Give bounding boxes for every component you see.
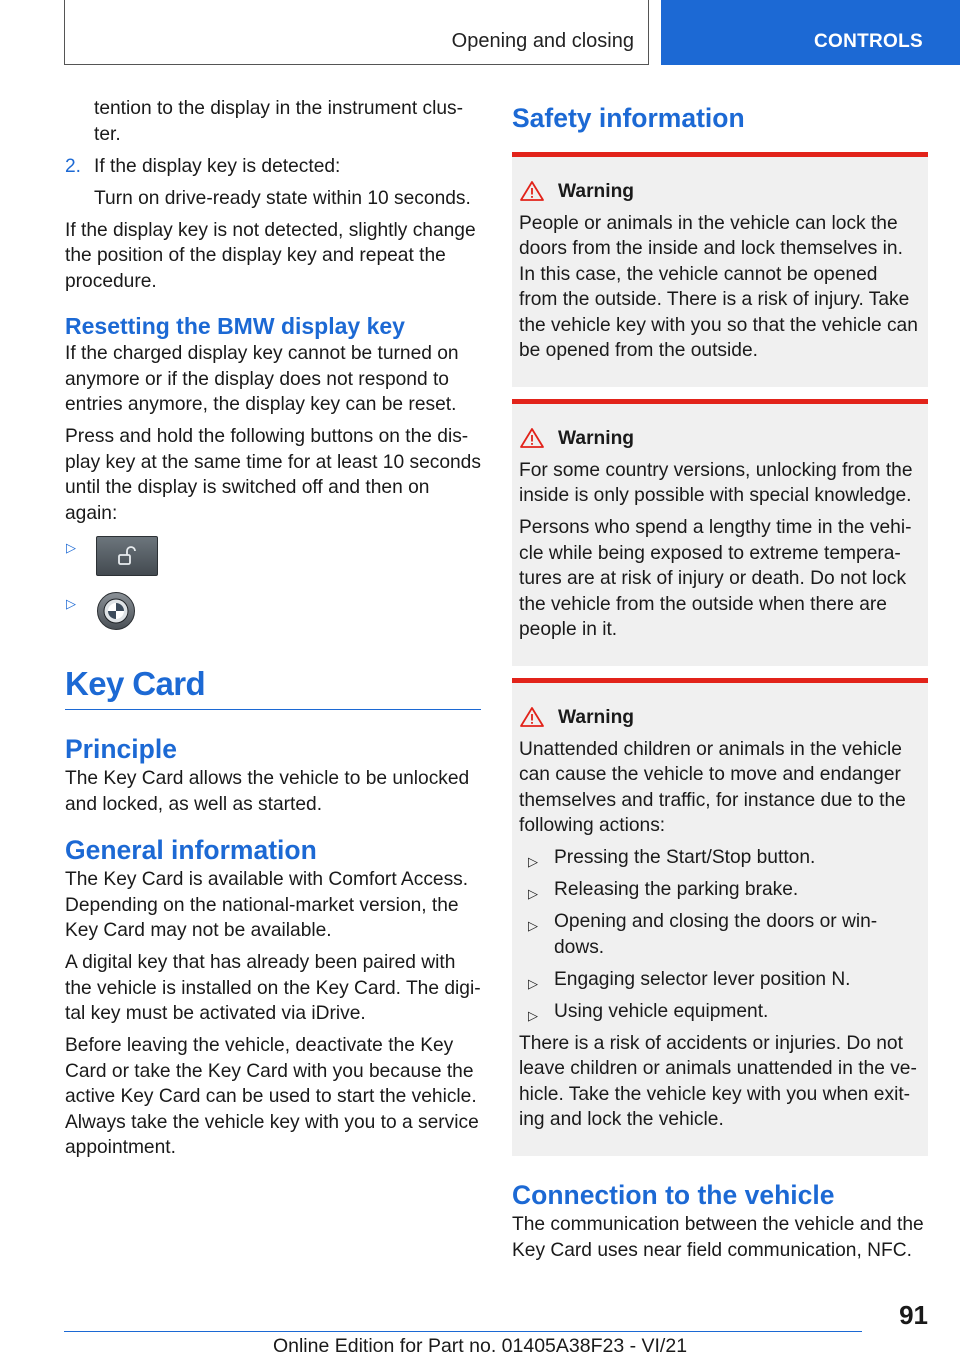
triangle-bullet-icon: ▷	[66, 540, 76, 555]
paragraph: Before leaving the vehicle, deactivate the Key Card or take the Key Card with you because the active Key Card can be used to start the vehicle. Always take the vehicle key with you to a service appointment.	[65, 1035, 479, 1158]
bmw-logo-button-icon	[97, 592, 135, 630]
warning-text: For some country versions, unlocking from the inside is only possible with special knowledge.	[519, 459, 913, 506]
warning-list-item	[519, 909, 921, 960]
section-heading-safety: Safety information	[512, 103, 745, 133]
header-chapter-tab	[661, 0, 960, 65]
section-heading-general: General information	[65, 835, 317, 865]
list-item-text: Using vehicle equipment.	[554, 1000, 769, 1022]
list-item-text: Opening and closing the doors or win-dows.	[554, 911, 878, 958]
paragraph: A digital key that has already been paired with the vehicle is installed on the Key Card. The digi-tal key must be activated via iDrive.	[65, 952, 481, 1024]
triangle-bullet-icon: ▷	[528, 975, 538, 991]
chapter-heading-key-card: Key Card	[65, 665, 206, 702]
section-heading-reset: Resetting the BMW display key	[65, 313, 405, 339]
warning-box	[512, 678, 928, 1156]
heading-rule	[65, 709, 481, 710]
warning-text: Persons who spend a lengthy time in the vehi-cle while being exposed to extreme tempera-tures are at risk of injury or death. Do not lock the vehicle from the outside when there are people in it.	[519, 517, 912, 640]
header-chapter-label: CONTROLS	[814, 31, 924, 52]
paragraph: The Key Card allows the vehicle to be unlocked and locked, as well as started.	[65, 768, 470, 815]
warning-text: There is a risk of accidents or injuries. Do not leave children or animals unattended in the ve-hicle. Take the vehicle key with you when exit-ing and lock the vehicle.	[519, 1032, 917, 1130]
warning-text: Unattended children or animals in the vehicle can cause the vehicle to move and endanger themselves and traffic, for instance due to the following actions:	[519, 738, 906, 836]
warning-list-item	[519, 877, 921, 903]
paragraph: If the display key is not detected, slightly change the position of the display key and repeat the procedure.	[65, 219, 476, 292]
step-2	[65, 154, 481, 180]
list-item	[65, 536, 481, 582]
list-item	[65, 592, 481, 636]
list-item-text: Engaging selector lever position N.	[554, 968, 851, 990]
page-number: 91	[899, 1300, 928, 1330]
warning-triangle-icon	[519, 706, 545, 728]
triangle-bullet-icon: ▷	[528, 854, 538, 869]
warning-list-item	[519, 845, 921, 871]
warning-box	[512, 152, 928, 387]
unlock-button-icon	[96, 536, 158, 576]
footer-edition: Online Edition for Part no. 01405A38F23 - VI/21	[272, 1335, 688, 1357]
paragraph: The communication between the vehicle and the Key Card uses near field communication, NFC.	[512, 1214, 924, 1261]
triangle-bullet-icon: ▷	[528, 1007, 538, 1023]
triangle-bullet-icon: ▷	[528, 918, 538, 933]
warning-triangle-icon	[519, 180, 545, 202]
paragraph: If the charged display key cannot be turned on anymore or if the display does not respond to entries anymore, the display key can be reset.	[65, 343, 459, 415]
warning-triangle-icon	[519, 427, 545, 449]
list-item-text: Releasing the parking brake.	[554, 879, 799, 900]
warning-text: People or animals in the vehicle can lock the doors from the inside and lock themselves in. In this case, the vehicle cannot be opened from the outside. There is a risk of injury. Take the vehicle key with you so that the vehicle can be opened from the outside.	[519, 212, 918, 361]
triangle-bullet-icon: ▷	[66, 596, 76, 611]
left-column	[65, 96, 481, 1167]
continued-paragraph: tention to the display in the instrument clus-ter.	[94, 98, 464, 145]
warning-title-text: Warning	[558, 428, 635, 449]
section-heading-connection: Connection to the vehicle	[512, 1180, 835, 1210]
warning-title	[519, 179, 921, 205]
footer-rule	[64, 1331, 862, 1332]
section-heading-principle: Principle	[65, 734, 177, 764]
list-item-text: Pressing the Start/Stop button.	[554, 847, 816, 868]
warning-title	[519, 426, 921, 452]
step-text: If the display key is detected:	[94, 155, 341, 177]
paragraph: Press and hold the following buttons on the dis-play key at the same time for at least 10 seconds until the display is switched off and then on again:	[65, 426, 481, 524]
paragraph: The Key Card is available with Comfort Access. Depending on the national-market version, the Key Card may not be available.	[65, 869, 469, 941]
warning-title-text: Warning	[558, 181, 635, 202]
warning-title	[519, 705, 921, 731]
right-column	[512, 96, 928, 1270]
step-number: 2.	[65, 155, 82, 177]
warning-list-item	[519, 967, 921, 993]
warning-list-item	[519, 999, 921, 1025]
header-section-box	[64, 0, 649, 65]
header-section-title: Opening and closing	[451, 30, 634, 52]
step-sub-text: Turn on drive-ready state within 10 seconds.	[94, 187, 471, 209]
warning-box	[512, 399, 928, 666]
triangle-bullet-icon: ▷	[528, 886, 538, 901]
warning-title-text: Warning	[558, 707, 635, 728]
